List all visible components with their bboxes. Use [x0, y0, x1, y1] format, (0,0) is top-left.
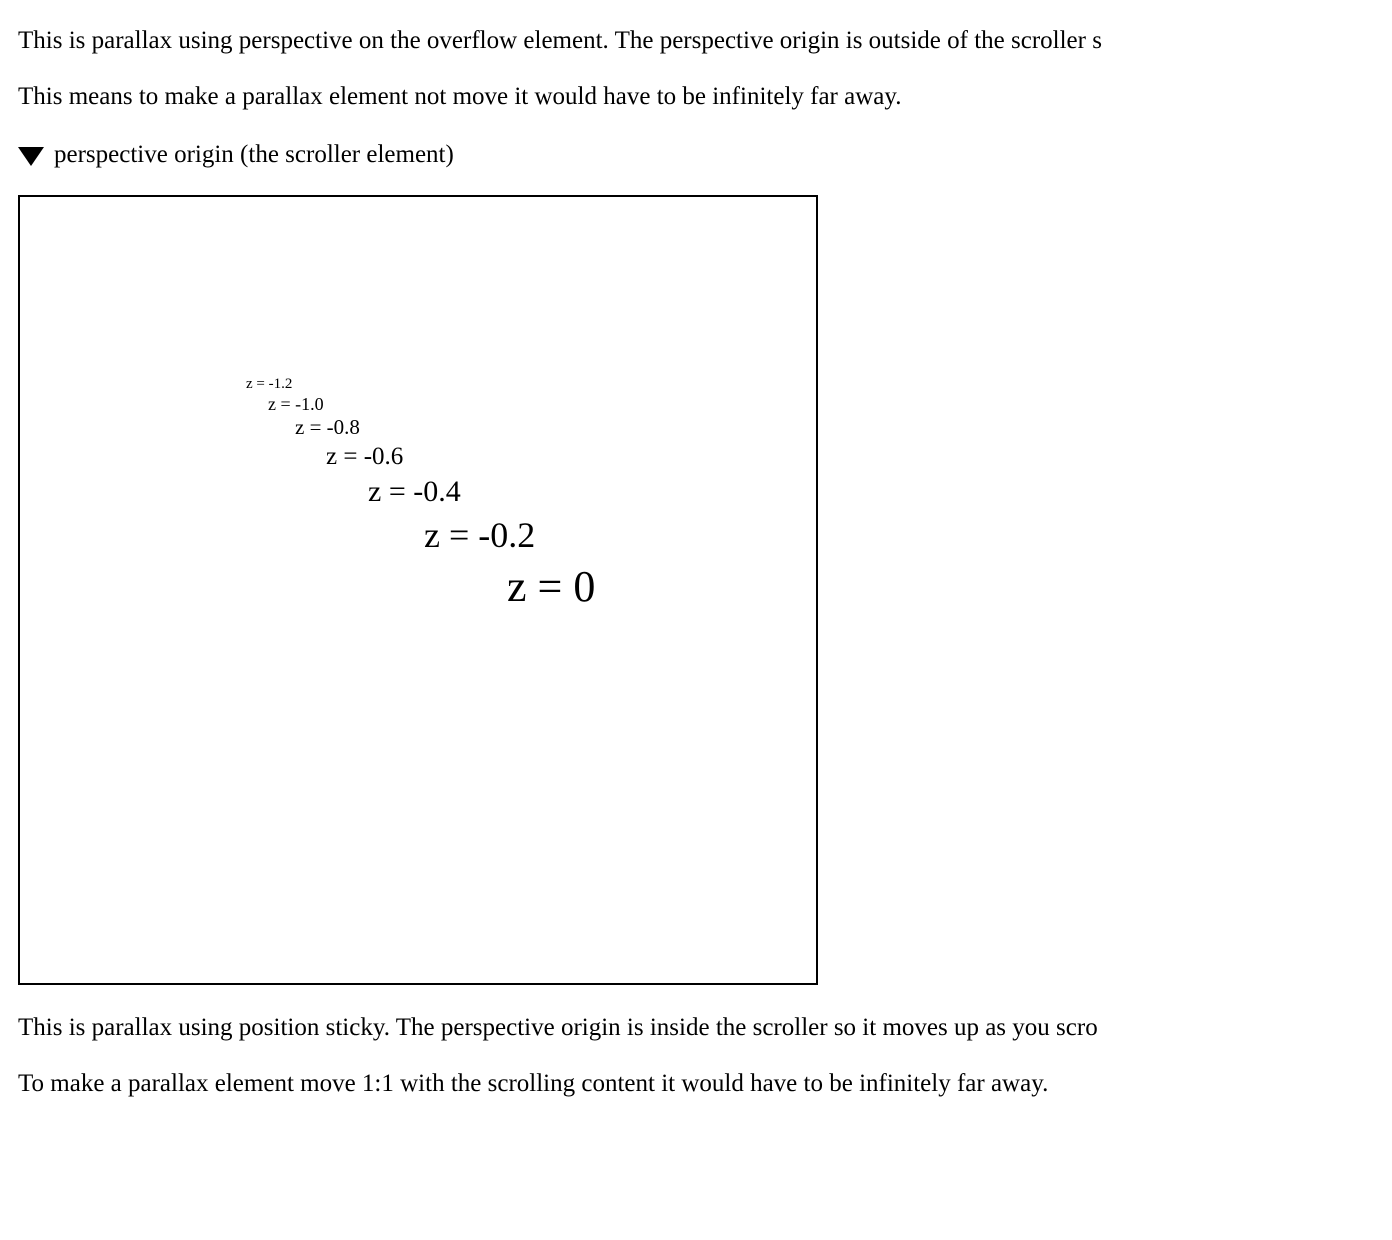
intro-paragraph-2: This means to make a parallax element not move it would have to be infinitely far away. [18, 83, 902, 110]
z-layer-label: z = 0 [507, 562, 596, 611]
triangle-down-icon [18, 147, 44, 166]
intro-paragraph-1: This is parallax using perspective on the overflow element. The perspective origin is outside of the scroller s [18, 27, 1102, 54]
perspective-origin-label: perspective origin (the scroller element) [54, 141, 454, 168]
z-layer-label: z = -0.6 [326, 443, 404, 470]
outro-paragraph-2: To make a parallax element move 1:1 with the scrolling content it would have to be infinitely far away. [18, 1070, 1049, 1097]
z-layer-label: z = -0.8 [295, 415, 360, 439]
scroller-box[interactable] [18, 195, 818, 985]
perspective-origin-marker [18, 141, 1392, 169]
z-layer-label: z = -1.2 [246, 376, 293, 392]
page-root [0, 28, 1392, 1240]
z-layer-label: z = -1.0 [268, 394, 324, 414]
z-layer-label: z = -0.2 [424, 515, 536, 555]
z-layer-stack [20, 377, 816, 609]
outro-paragraph-1: This is parallax using position sticky. The perspective origin is inside the scroller so it moves up as you scro [18, 1014, 1098, 1041]
z-layer-label: z = -0.4 [368, 475, 461, 508]
